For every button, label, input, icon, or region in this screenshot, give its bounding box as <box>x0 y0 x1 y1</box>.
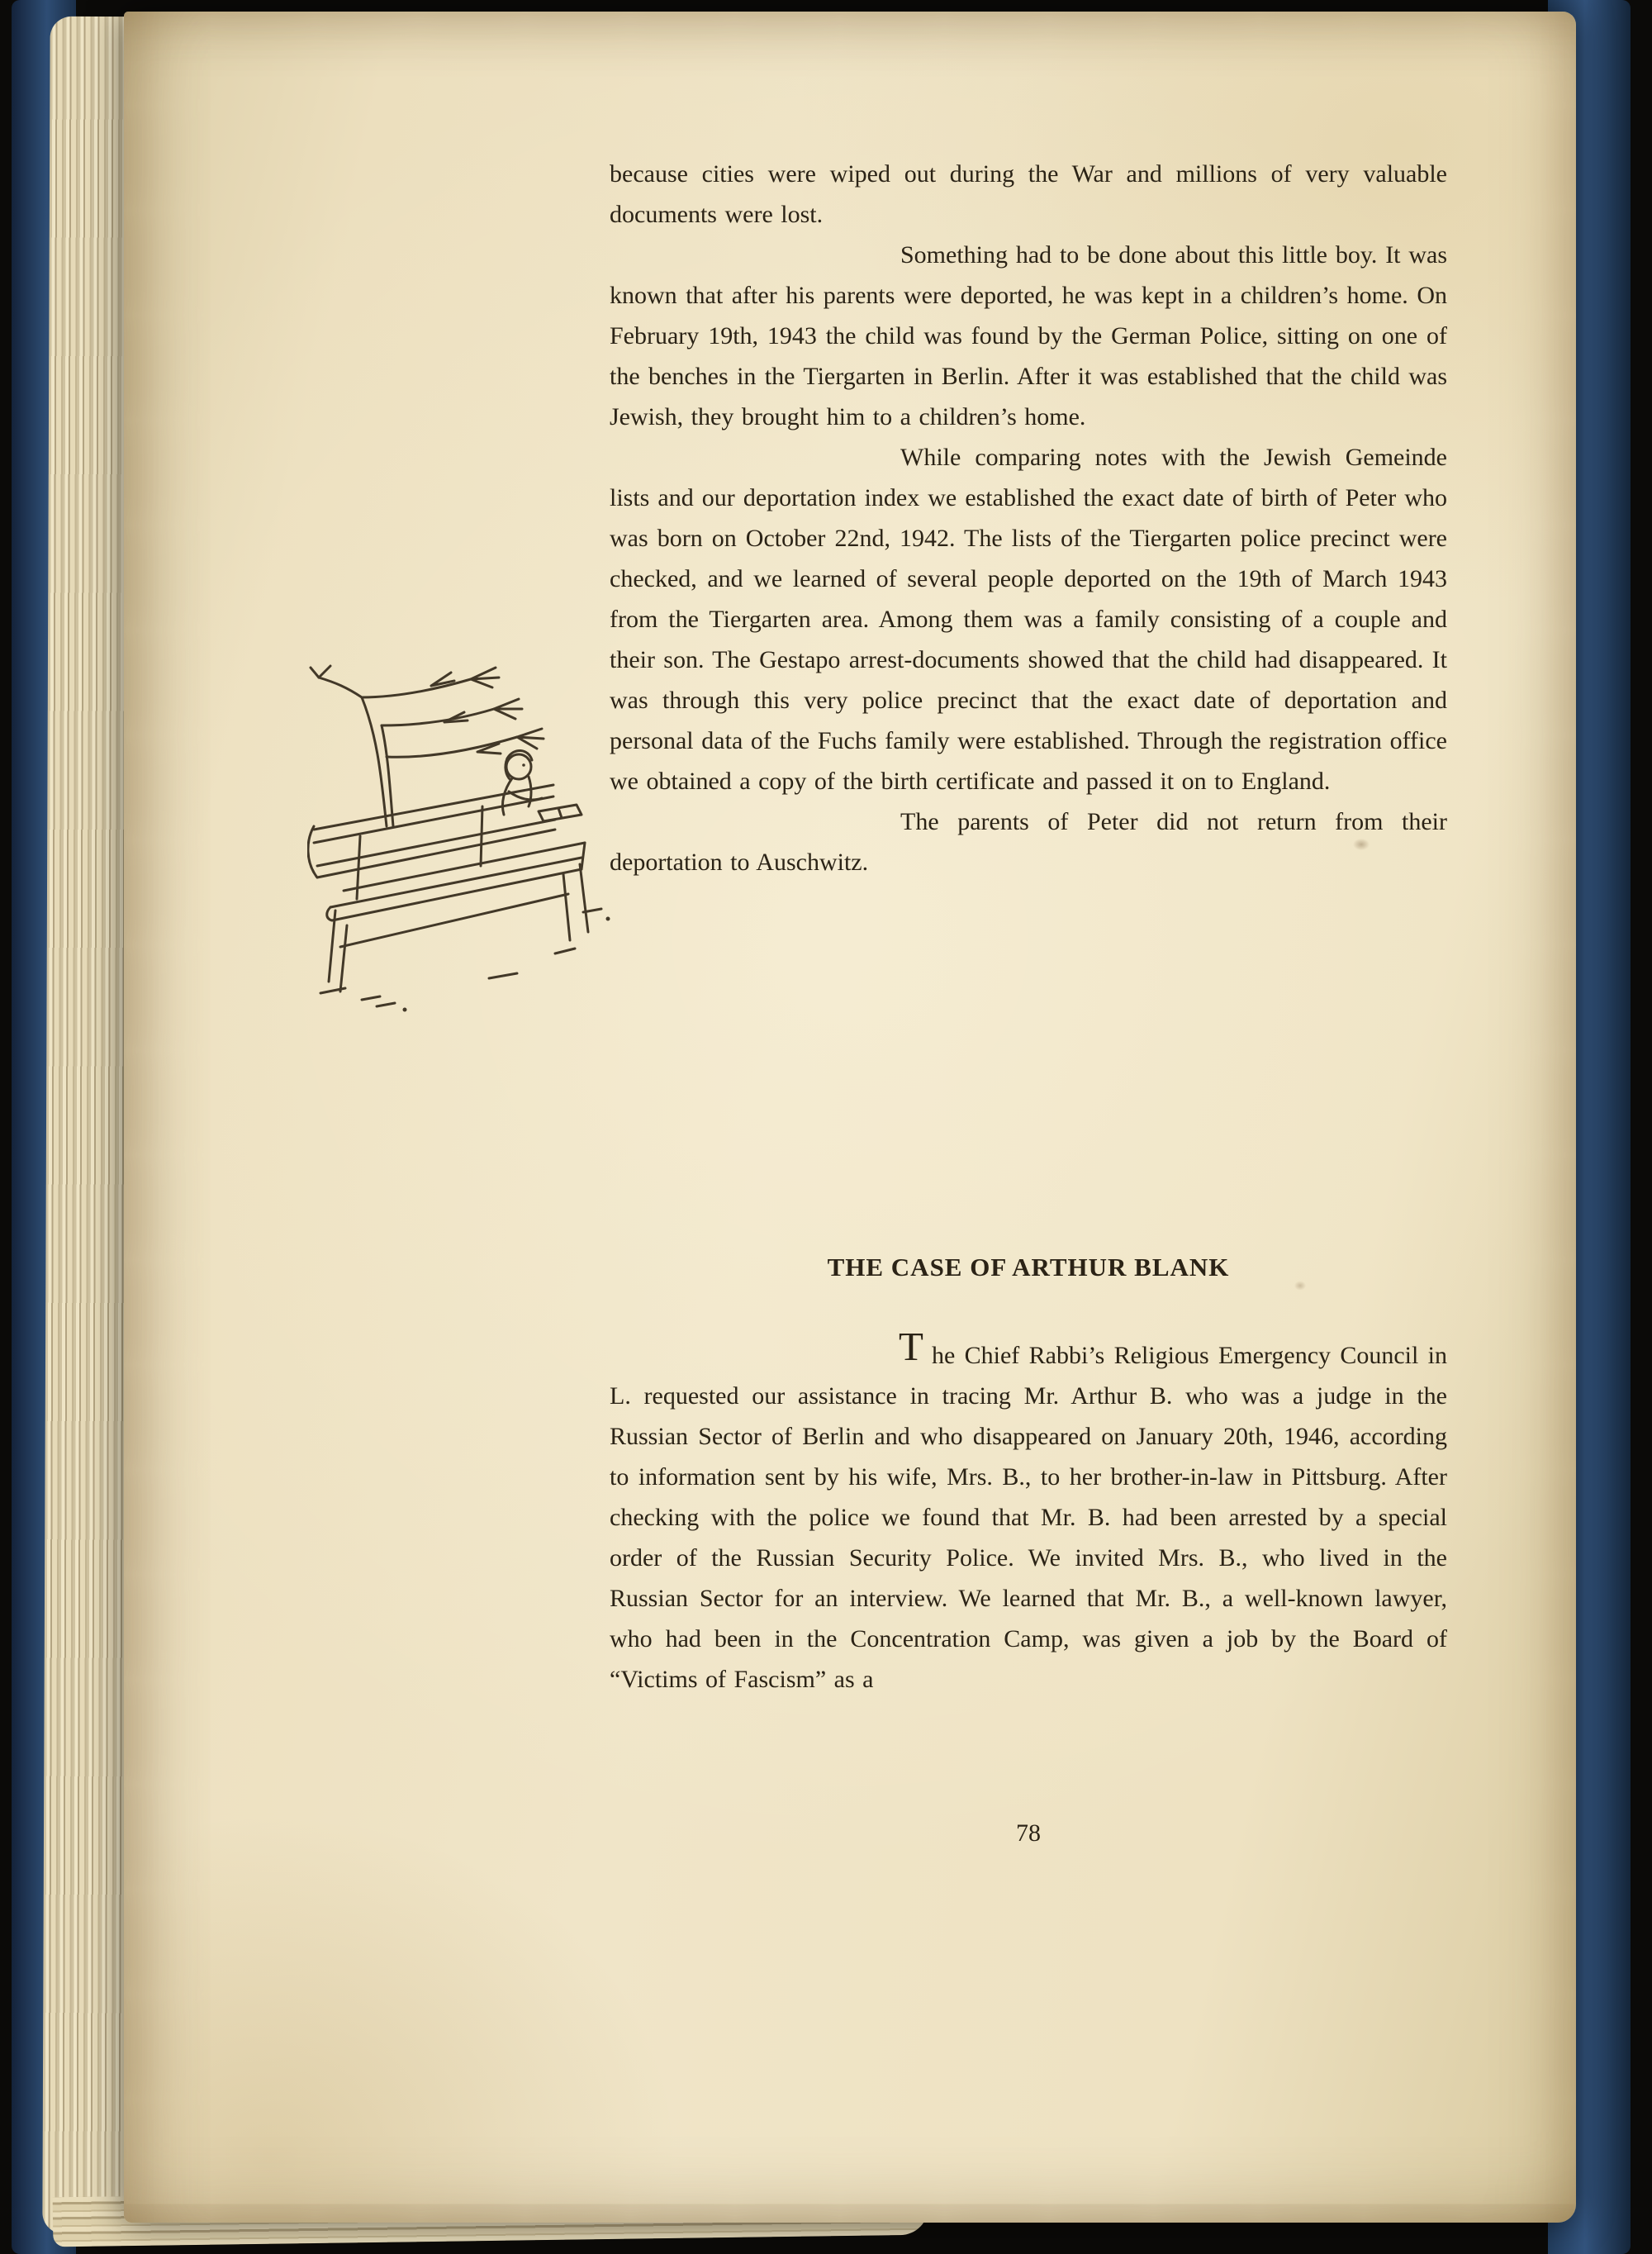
book-page <box>124 12 1576 2223</box>
body-text-block-2 <box>610 1324 1447 1700</box>
body-text-block-1 <box>610 154 1447 882</box>
initial-capital-letter: T <box>899 1324 923 1369</box>
section-heading: THE CASE OF ARTHUR BLANK <box>827 1253 1230 1282</box>
page-number: 78 <box>1016 1819 1041 1847</box>
paragraph-while-comparing-notes: While comparing notes with the Jewish Gemeinde lists and our deportation index we established the exact date of birth of Peter who was born on October 22nd, 1942. The lists of the Tiergarten police precinct were checked, and we learned of several people deported on the 19th of March 1943 from the Tiergarten area. Among them was a family consisting of a couple and their son. The Gestapo arrest-documents showed that the child had disappeared. It was through this very police precinct that the exact date of deportation and personal data of the Fuchs family were established. Through the registration office we obtained a copy of the birth certificate and passed it on to England. <box>610 444 1447 795</box>
paragraph-continuation: because cities were wiped out during the War and millions of very valuable documents were lost. <box>610 160 1447 228</box>
page-content <box>124 12 1576 2223</box>
child-on-park-bench-illustration <box>307 649 611 1013</box>
paragraph-chief-rabbis-council: he Chief Rabbi’s Religious Emergency Council in L. requested our assistance in tracing Mr. Arthur B. who was a judge in the Russian Sector of Berlin and who disappeared on January 20th, 1946, according to information sent by his wife, Mrs. B., to her brother-in-law in Pittsburg. After checking with the police we found that Mr. B. had been arrested by a special order of the Russian Security Police. We invited Mrs. B., who lived in the Russian Sector for an interview. We learned that Mr. B., a well-known lawyer, who had been in the Concentration Camp, was given a job by the Board of “Victims of Fascism” as a <box>610 1342 1447 1693</box>
paragraph-parents-of-peter: The parents of Peter did not return from their deportation to Auschwitz. <box>610 808 1447 876</box>
paragraph-something-had-to-be-done: Something had to be done about this little boy. It was known that after his parents were deported, he was kept in a children’s home. On February 19th, 1943 the child was found by the German Police, sitting on one of the benches in the Tiergarten in Berlin. After it was established that the child was Jewish, they brought him to a children’s home. <box>610 241 1447 430</box>
